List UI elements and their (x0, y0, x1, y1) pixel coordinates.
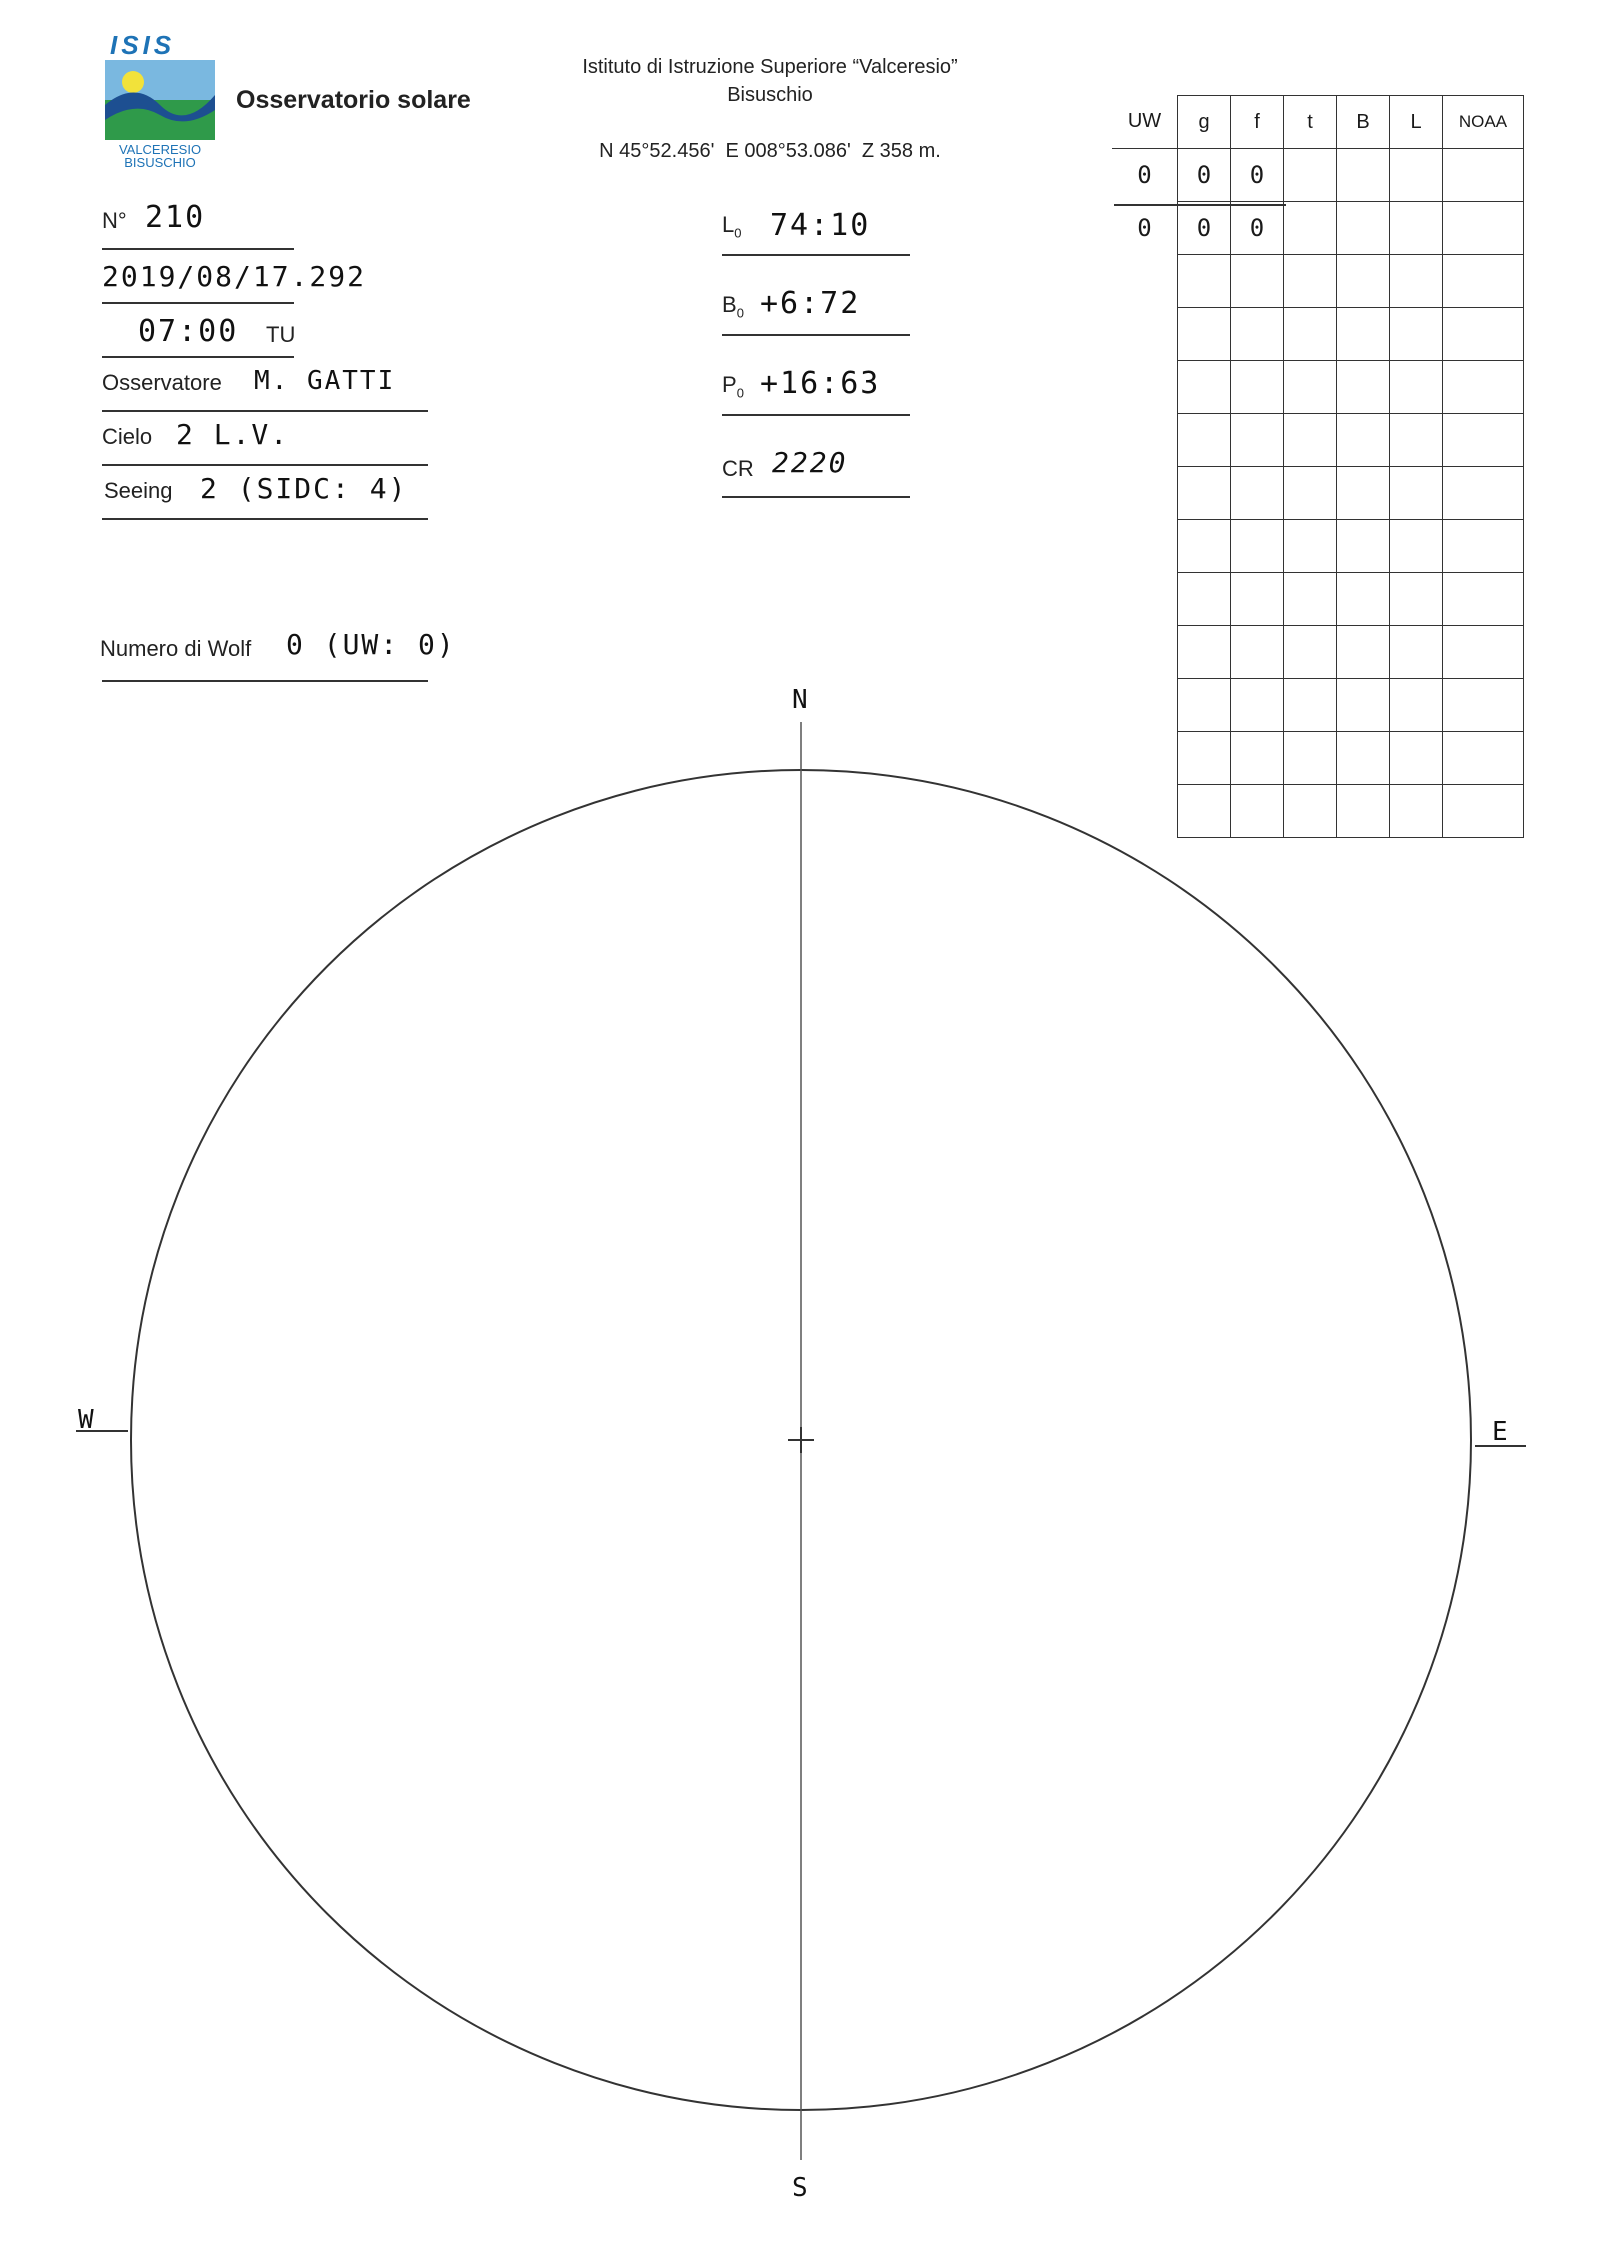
b0-value: +6:72 (760, 286, 861, 321)
cr-value: 2220 (772, 446, 848, 479)
l0-letter: L (722, 212, 735, 237)
p0-letter: P (722, 372, 737, 397)
table-header-cell: B (1337, 96, 1390, 149)
logo-wordmark: ISIS (110, 30, 176, 60)
time-unit: TU (266, 322, 296, 347)
b0-letter: B (722, 292, 737, 317)
observatory-coordinates: N 45°52.456' E 008°53.086' Z 358 m. (599, 140, 941, 162)
sky-value: 2 L.V. (176, 418, 290, 451)
p0-sub: 0 (736, 385, 744, 401)
observer-label: Osservatore (102, 370, 222, 395)
table-header-cell: f (1231, 96, 1284, 149)
table-cell: 0 (1178, 202, 1231, 255)
table-cell: 0 (1231, 149, 1284, 202)
date-value: 2019/08/17.292 (102, 260, 367, 293)
l0-value: 74:10 (770, 208, 871, 243)
table-header-cell: g (1178, 96, 1231, 149)
wolf-label: Numero di Wolf (100, 636, 252, 661)
table-cell: 0 (1112, 149, 1178, 202)
table-cell: 0 (1178, 149, 1231, 202)
table-cell: 0 (1231, 202, 1284, 255)
l0-sub: 0 (734, 225, 742, 241)
seeing-value: 2 (SIDC: 4) (200, 472, 408, 505)
logo-caption-2: BISUSCHIO (124, 155, 196, 170)
cr-label: CR (722, 456, 754, 481)
north-label: N (792, 685, 808, 715)
institute-name: Istituto di Istruzione Superiore “Valceresio” (582, 56, 958, 78)
table-cell: 0 (1112, 202, 1178, 255)
p0-value: +16:63 (760, 366, 881, 401)
wolf-value: 0 (UW: 0) (286, 628, 456, 661)
observer-value: M. GATTI (254, 366, 396, 396)
table-header-cell: t (1284, 96, 1337, 149)
seeing-label: Seeing (104, 478, 173, 503)
table-header-cell: NOAA (1443, 96, 1524, 149)
logo-caption-1: VALCERESIO (118, 142, 202, 157)
b0-sub: 0 (736, 305, 744, 321)
number-label: N° (102, 208, 127, 233)
number-value: 210 (145, 200, 206, 235)
observatory-title: Osservatorio solare (236, 86, 471, 114)
table-header-cell: UW (1112, 96, 1178, 149)
east-label: E (1492, 1417, 1508, 1447)
south-label: S (792, 2173, 808, 2203)
sky-label: Cielo (102, 424, 153, 449)
table-header-cell: L (1390, 96, 1443, 149)
time-value: 07:00 (138, 314, 239, 349)
west-label: W (78, 1405, 94, 1435)
institute-town: Bisuschio (727, 84, 813, 106)
